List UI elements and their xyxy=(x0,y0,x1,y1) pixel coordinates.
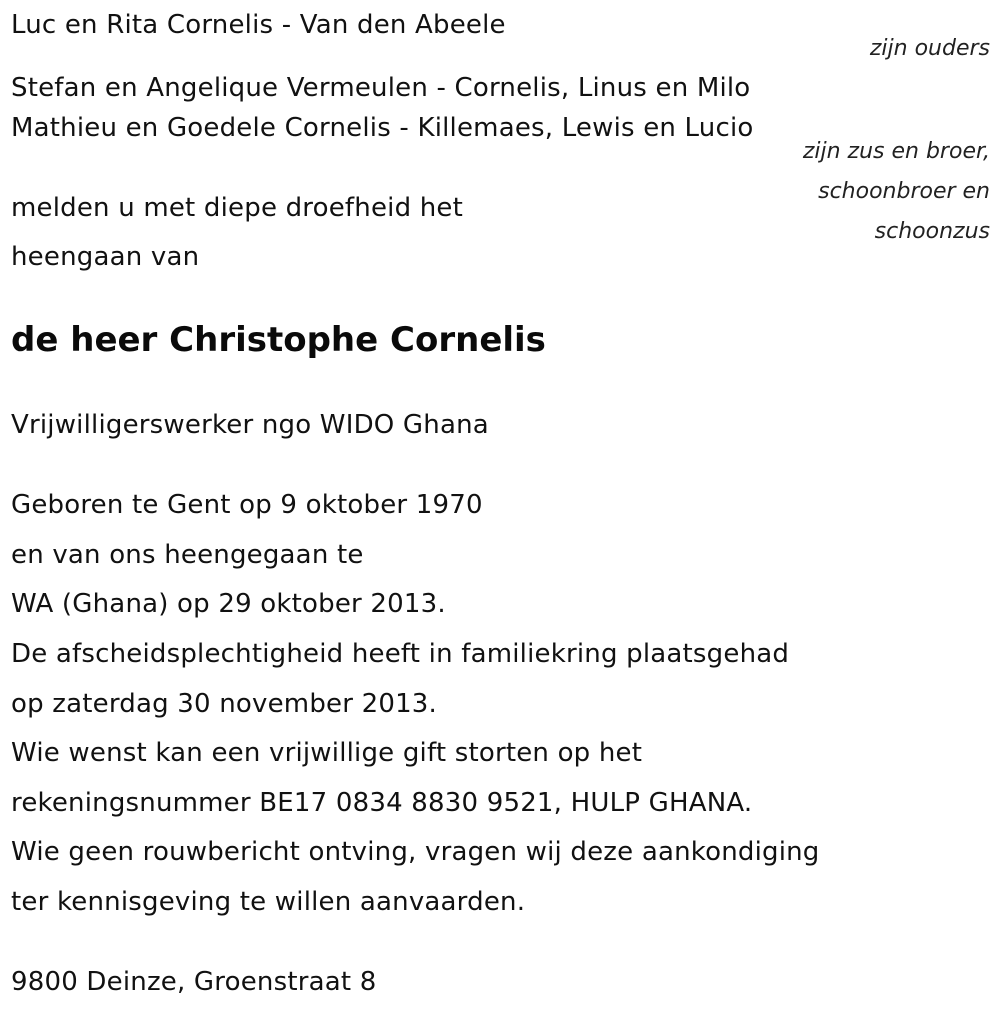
body-line-notice-1: Wie geen rouwbericht ontving, vragen wij deze aankondiging xyxy=(11,837,820,867)
address: 9800 Deinze, Groenstraat 8 xyxy=(11,967,377,997)
deceased-occupation: Vrijwilligerswerker ngo WIDO Ghana xyxy=(11,410,489,440)
body-line-notice-2: ter kennisgeving te willen aanvaarden. xyxy=(11,887,526,917)
deceased-name: de heer Christophe Cornelis xyxy=(11,320,546,360)
announcement-line-1: melden u met diepe droefheid het xyxy=(11,193,464,223)
body-line-birth: Geboren te Gent op 9 oktober 1970 xyxy=(11,490,483,520)
siblings-role-line-1: zijn zus en broer, xyxy=(802,139,990,164)
body-line-death-1: en van ons heengegaan te xyxy=(11,540,364,570)
body-line-ceremony-2: op zaterdag 30 november 2013. xyxy=(11,689,438,719)
sibling-line-1: Stefan en Angelique Vermeulen - Cornelis, Linus en Milo xyxy=(11,73,751,103)
body-line-death-2: WA (Ghana) op 29 oktober 2013. xyxy=(11,589,446,619)
body-line-gift-2: rekeningsnummer BE17 0834 8830 9521, HULP GHANA. xyxy=(11,788,753,818)
siblings-role-line-3: schoonzus xyxy=(874,219,990,244)
parents-names: Luc en Rita Cornelis - Van den Abeele xyxy=(11,10,506,40)
body-line-gift-1: Wie wenst kan een vrijwillige gift storten op het xyxy=(11,738,643,768)
parents-role: zijn ouders xyxy=(869,36,990,61)
sibling-line-2: Mathieu en Goedele Cornelis - Killemaes, Lewis en Lucio xyxy=(11,113,754,143)
body-line-ceremony-1: De afscheidsplechtigheid heeft in familiekring plaatsgehad xyxy=(11,639,790,669)
announcement-line-2: heengaan van xyxy=(11,242,200,272)
siblings-role-line-2: schoonbroer en xyxy=(818,179,990,204)
